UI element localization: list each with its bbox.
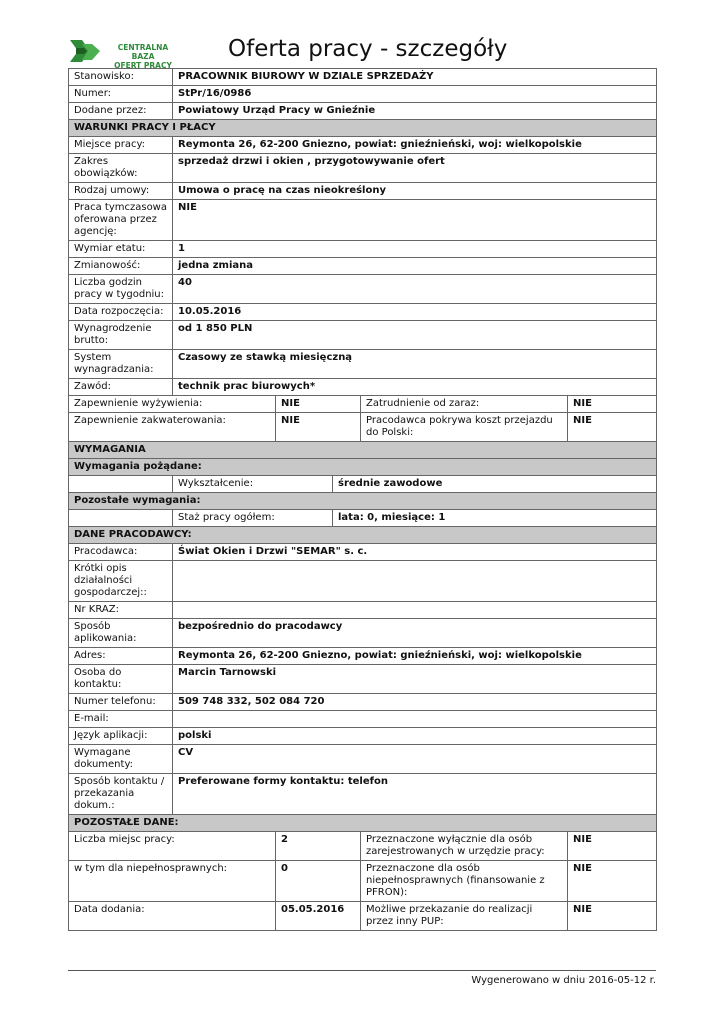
registered-only-value: NIE (568, 832, 657, 861)
label-cell: Data rozpoczęcia: (69, 304, 173, 321)
date-added-value: 05.05.2016 (276, 902, 361, 931)
added-by-value: Powiatowy Urząd Pracy w Gnieźnie (173, 103, 657, 120)
label-cell: Miejsce pracy: (69, 137, 173, 154)
travel-cost-value: NIE (568, 413, 657, 442)
table-row (69, 619, 657, 648)
logo-line2: OFERT PRACY (114, 61, 172, 70)
offer-number-value: StPr/16/0986 (173, 86, 657, 103)
address-value: Reymonta 26, 62-200 Gniezno, powiat: gnieźnieński, woj: wielkopolskie (173, 648, 657, 665)
table-row (69, 379, 657, 396)
table-row (69, 665, 657, 694)
kraz-value (173, 602, 657, 619)
table-row (69, 902, 657, 931)
label-cell: Pracodawca pokrywa koszt przejazdu do Polski: (361, 413, 568, 442)
subsection-heading: Pozostałe wymagania: (69, 493, 657, 510)
table-row (69, 602, 657, 619)
label-cell: w tym dla niepełnosprawnych: (69, 861, 276, 902)
email-value (173, 711, 657, 728)
salary-value: od 1 850 PLN (173, 321, 657, 350)
housing-value: NIE (276, 413, 361, 442)
label-cell: Osoba do kontaktu: (69, 665, 173, 694)
table-row (69, 304, 657, 321)
table-row (69, 510, 657, 527)
position-value: PRACOWNIK BIUROWY W DZIALE SPRZEDAŻY (173, 69, 657, 86)
table-row (69, 200, 657, 241)
label-cell: Sposób aplikowania: (69, 619, 173, 648)
section-heading: WARUNKI PRACY I PŁACY (69, 120, 657, 137)
label-cell: Rodzaj umowy: (69, 183, 173, 200)
page-header (68, 36, 656, 70)
employer-value: Świat Okien i Drzwi "SEMAR" s. c. (173, 544, 657, 561)
label-cell: Wynagrodzenie brutto: (69, 321, 173, 350)
phone-value: 509 748 332, 502 084 720 (173, 694, 657, 711)
shifts-value: jedna zmiana (173, 258, 657, 275)
logo-line1: CENTRALNA BAZA (117, 43, 169, 61)
immediate-hire-value: NIE (568, 396, 657, 413)
footer-divider (68, 970, 656, 971)
section-heading: DANE PRACODAWCY: (69, 527, 657, 544)
table-row (69, 258, 657, 275)
label-cell: E-mail: (69, 711, 173, 728)
table-row (69, 137, 657, 154)
label-cell: Numer: (69, 86, 173, 103)
table-row (69, 321, 657, 350)
other-pup-value: NIE (568, 902, 657, 931)
label-cell: Nr KRAZ: (69, 602, 173, 619)
label-cell: Krótki opis działalności gospodarczej:: (69, 561, 173, 602)
label-cell: Numer telefonu: (69, 694, 173, 711)
label-cell: Wymagane dokumenty: (69, 745, 173, 774)
table-row (69, 350, 657, 379)
label-cell: Pracodawca: (69, 544, 173, 561)
label-cell: Zapewnienie zakwaterowania: (69, 413, 276, 442)
offer-table (68, 68, 657, 931)
section-heading: WYMAGANIA (69, 442, 657, 459)
label-cell: Data dodania: (69, 902, 276, 931)
label-cell: Dodane przez: (69, 103, 173, 120)
disabled-vacancies-value: 0 (276, 861, 361, 902)
table-row (69, 476, 657, 493)
documents-value: CV (173, 745, 657, 774)
label-cell: Wykształcenie: (173, 476, 333, 493)
label-cell: Zatrudnienie od zaraz: (361, 396, 568, 413)
table-row (69, 774, 657, 815)
table-row (69, 86, 657, 103)
business-description-value (173, 561, 657, 602)
generated-date: Wygenerowano w dniu 2016-05-12 r. (471, 975, 656, 986)
workplace-value: Reymonta 26, 62-200 Gniezno, powiat: gnieźnieński, woj: wielkopolskie (173, 137, 657, 154)
duties-value: sprzedaż drzwi i okien , przygotowywanie ofert (173, 154, 657, 183)
experience-value: lata: 0, miesiące: 1 (333, 510, 657, 527)
label-cell: Zawód: (69, 379, 173, 396)
pfron-value: NIE (568, 861, 657, 902)
fte-value: 1 (173, 241, 657, 258)
label-cell: Zakres obowiązków: (69, 154, 173, 183)
table-row (69, 275, 657, 304)
table-row (69, 241, 657, 258)
table-row (69, 694, 657, 711)
contact-person-value: Marcin Tarnowski (173, 665, 657, 694)
table-row (69, 745, 657, 774)
contract-type-value: Umowa o pracę na czas nieokreślony (173, 183, 657, 200)
table-row (69, 413, 657, 442)
label-cell: System wynagradzania: (69, 350, 173, 379)
label-cell: Praca tymczasowa oferowana przez agencję: (69, 200, 173, 241)
logo (68, 38, 208, 70)
label-cell: Liczba miejsc pracy: (69, 832, 276, 861)
table-row (69, 861, 657, 902)
label-cell: Język aplikacji: (69, 728, 173, 745)
table-row (69, 69, 657, 86)
table-row (69, 544, 657, 561)
label-cell: Zapewnienie wyżywienia: (69, 396, 276, 413)
page-title: Oferta pracy - szczegóły (228, 36, 508, 62)
label-cell: Przeznaczone dla osób niepełnosprawnych (finansowanie z PFRON): (361, 861, 568, 902)
label-cell: Sposób kontaktu / przekazania dokum.: (69, 774, 173, 815)
table-row (69, 103, 657, 120)
contact-method-value: Preferowane formy kontaktu: telefon (173, 774, 657, 815)
table-row (69, 832, 657, 861)
agency-value: NIE (173, 200, 657, 241)
label-cell: Możliwe przekazanie do realizacji przez inny PUP: (361, 902, 568, 931)
label-cell: Stanowisko: (69, 69, 173, 86)
table-row (69, 183, 657, 200)
weekly-hours-value: 40 (173, 275, 657, 304)
label-cell: Wymiar etatu: (69, 241, 173, 258)
table-row (69, 154, 657, 183)
table-row (69, 396, 657, 413)
pay-system-value: Czasowy ze stawką miesięczną (173, 350, 657, 379)
apply-method-value: bezpośrednio do pracodawcy (173, 619, 657, 648)
logo-arrows-icon (68, 38, 108, 64)
logo-text (108, 43, 178, 70)
education-value: średnie zawodowe (333, 476, 657, 493)
meals-value: NIE (276, 396, 361, 413)
vacancies-value: 2 (276, 832, 361, 861)
table-row (69, 711, 657, 728)
section-heading: POZOSTAŁE DANE: (69, 815, 657, 832)
label-cell: Liczba godzin pracy w tygodniu: (69, 275, 173, 304)
label-cell: Staż pracy ogółem: (173, 510, 333, 527)
subsection-heading: Wymagania pożądane: (69, 459, 657, 476)
application-language-value: polski (173, 728, 657, 745)
start-date-value: 10.05.2016 (173, 304, 657, 321)
table-row (69, 648, 657, 665)
table-row (69, 728, 657, 745)
label-cell: Adres: (69, 648, 173, 665)
occupation-value: technik prac biurowych* (173, 379, 657, 396)
table-row (69, 561, 657, 602)
label-cell: Przeznaczone wyłącznie dla osób zarejestrowanych w urzędzie pracy: (361, 832, 568, 861)
label-cell: Zmianowość: (69, 258, 173, 275)
